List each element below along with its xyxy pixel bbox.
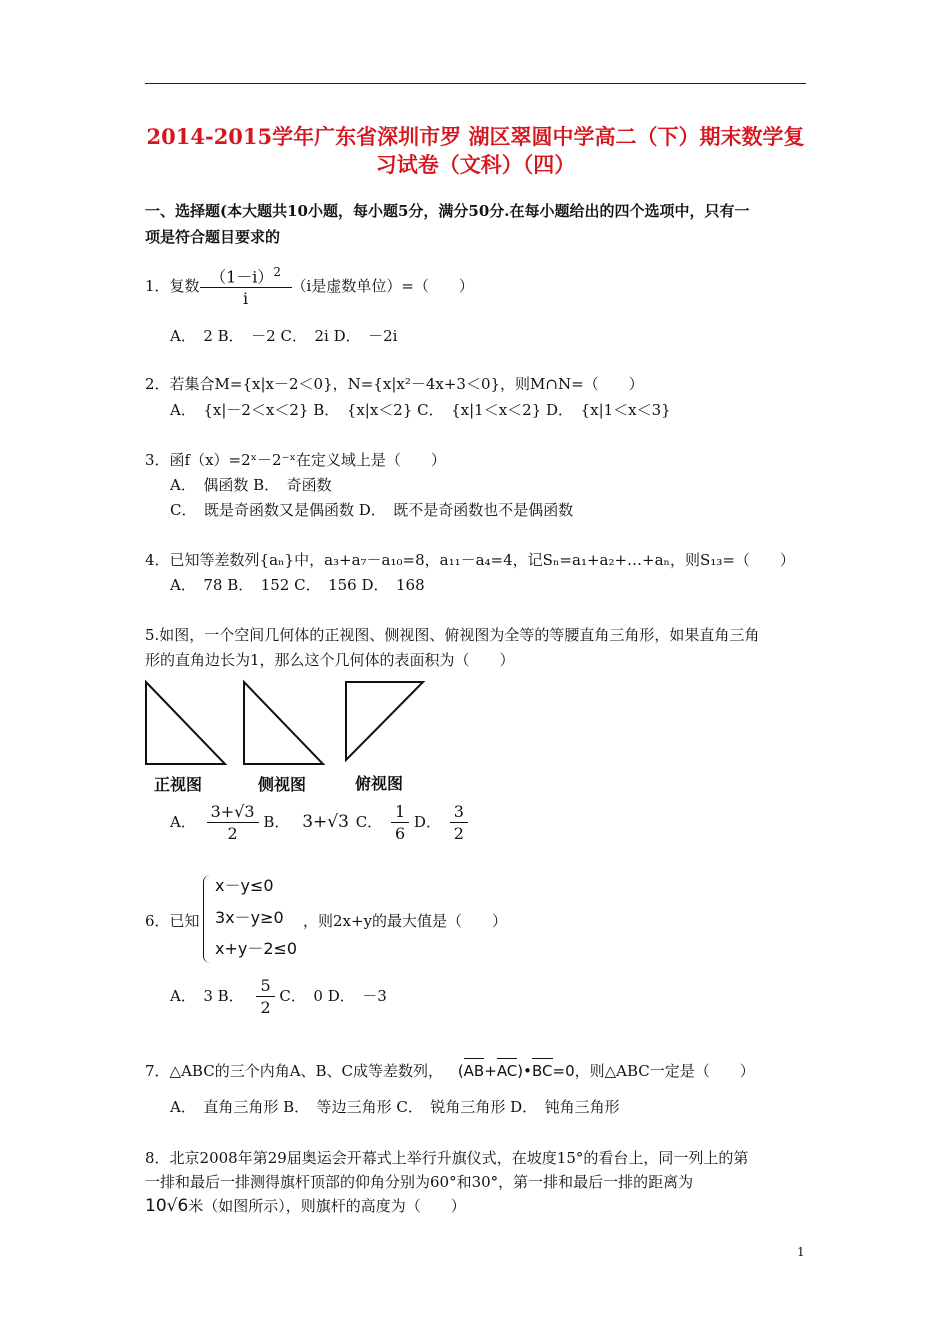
- q5-opt-b-label: B．: [263, 813, 290, 831]
- q5-opt-c-label: C．: [355, 813, 383, 831]
- question-4: 4．已知等差数列{aₙ}中，a₃+a₇－a₁₀=8，a₁₁－a₄=4，记Sₙ=a₁+a₂+…+aₙ，则S₁₃=（ ）: [145, 551, 795, 569]
- q1-denominator: i: [242, 289, 249, 309]
- q8-line3-text: 米（如图所示），则旗杆的高度为（ ）: [188, 1197, 466, 1215]
- caption-side-view: 侧视图: [258, 775, 307, 794]
- q7-stem: 7．△ABC的三个内角A、B、C成等差数列，: [145, 1062, 444, 1080]
- q5-opt-d-den: 2: [453, 823, 464, 843]
- q6-constraint-system: [203, 875, 303, 965]
- q5-opt-a-num: 3+√3: [207, 802, 259, 823]
- q5-opt-a-label: A．: [170, 813, 196, 831]
- question-8-line1: 8．北京2008年第29届奥运会开幕式上举行升旗仪式，在坡度15°的看台上，同一列上的第: [145, 1149, 749, 1167]
- q6-constraint-2: 3x－y≥0: [215, 908, 284, 927]
- q6-suffix: ，则2x+y的最大值是（ ）: [303, 912, 508, 930]
- page-title-line1: 2014-2015学年广东省深圳市罗 湖区翠圆中学高二（下）期末数学复: [146, 124, 805, 149]
- q7-vector-bc: BC: [532, 1062, 553, 1080]
- header-rule: [145, 83, 806, 84]
- q3-options-row2: C． 既是奇函数又是偶函数 D． 既不是奇函数也不是偶函数: [170, 501, 574, 519]
- q6-opt-b-fraction: [256, 976, 274, 1019]
- q6-opt-cd: C． 0 D． －3: [279, 987, 387, 1005]
- q1-fraction: [200, 262, 292, 310]
- q5-options: [170, 800, 468, 845]
- side-view-triangle: [244, 682, 323, 764]
- question-3: 3．函f（x）=2ˣ－2⁻ˣ在定义域上是（ ）: [145, 451, 446, 469]
- q7-vector-ac: AC: [496, 1062, 518, 1080]
- caption-top-view: 俯视图: [355, 774, 404, 793]
- q6-opt-b-den: 2: [260, 997, 271, 1017]
- top-view-triangle: [346, 682, 423, 760]
- q1-prefix: 1．复数: [145, 277, 200, 296]
- q2-options: A． {x|－2＜x＜2} B． {x|x＜2} C． {x|1＜x＜2} D． {x|1＜x＜3}: [170, 401, 671, 419]
- question-5-line1: 5.如图，一个空间几何体的正视图、侧视图、俯视图为全等的等腰直角三角形，如果直角三角: [145, 626, 760, 644]
- caption-front-view: 正视图: [154, 775, 203, 794]
- q7-vector-ab: AB: [463, 1062, 485, 1080]
- q6-options: [170, 974, 387, 1019]
- q7-tail: ，则△ABC一定是（ ）: [574, 1062, 755, 1080]
- q5-opt-c-den: 6: [394, 823, 406, 843]
- q1-suffix: （i是虚数单位）=（ ）: [291, 277, 474, 296]
- question-8-line3: [145, 1195, 466, 1217]
- question-5-line2: 形的直角边长为1，那么这个几何体的表面积为（ ）: [145, 651, 515, 669]
- q5-opt-c-num: 1: [391, 802, 409, 823]
- q5-opt-d-num: 3: [450, 802, 468, 823]
- q1-options: A． 2 B． －2 C． 2i D． －2i: [170, 327, 398, 345]
- front-view-triangle: [146, 682, 225, 764]
- q1-numerator: （1－i）: [210, 267, 274, 287]
- q6-constraint-1: x－y≤0: [215, 876, 274, 895]
- q7-options: A． 直角三角形 B． 等边三角形 C． 锐角三角形 D． 钝角三角形: [170, 1098, 620, 1116]
- q6-constraint-3: x+y－2≤0: [215, 939, 298, 958]
- q4-options: A． 78 B． 152 C． 156 D． 168: [170, 576, 425, 594]
- q5-opt-a-den: 2: [227, 823, 238, 843]
- q5-opt-a-fraction: [207, 802, 259, 845]
- question-1: [145, 262, 474, 310]
- q5-opt-c-fraction: [391, 802, 409, 845]
- q6-brace: [203, 875, 212, 963]
- q6-opt-ab: A． 3 B．: [170, 987, 244, 1005]
- q5-opt-d-fraction: [450, 802, 468, 845]
- section-heading-line1: 一、选择题(本大题共10小题，每小题5分，满分50分.在每小题给出的四个选项中，只有一: [145, 202, 750, 220]
- page-number: 1: [797, 1245, 805, 1259]
- question-7: [145, 1060, 755, 1082]
- q8-distance: 10√6: [145, 1196, 189, 1216]
- q3-options-row1: A． 偶函数 B． 奇函数: [170, 476, 332, 494]
- question-8-line2: 一排和最后一排测得旗杆顶部的仰角分别为60°和30°，第一排和最后一排的距离为: [145, 1173, 694, 1191]
- q1-exponent: 2: [273, 265, 282, 279]
- q6-prefix: 6．已知: [145, 912, 200, 930]
- question-2: 2．若集合M={x|x－2＜0}，N={x|x²－4x+3＜0}，则M∩N=（ ）: [145, 375, 644, 393]
- section-heading-line2: 项是符合题目要求的: [145, 228, 281, 246]
- q6-opt-b-num: 5: [256, 976, 274, 997]
- page-title-line2: 习试卷（文科）（四）: [375, 152, 576, 177]
- q7-vector-expression: (AB+AC)•BC=0: [457, 1062, 575, 1080]
- q5-opt-b-value: 3+√3: [302, 812, 349, 832]
- q5-opt-d-label: D．: [413, 813, 441, 831]
